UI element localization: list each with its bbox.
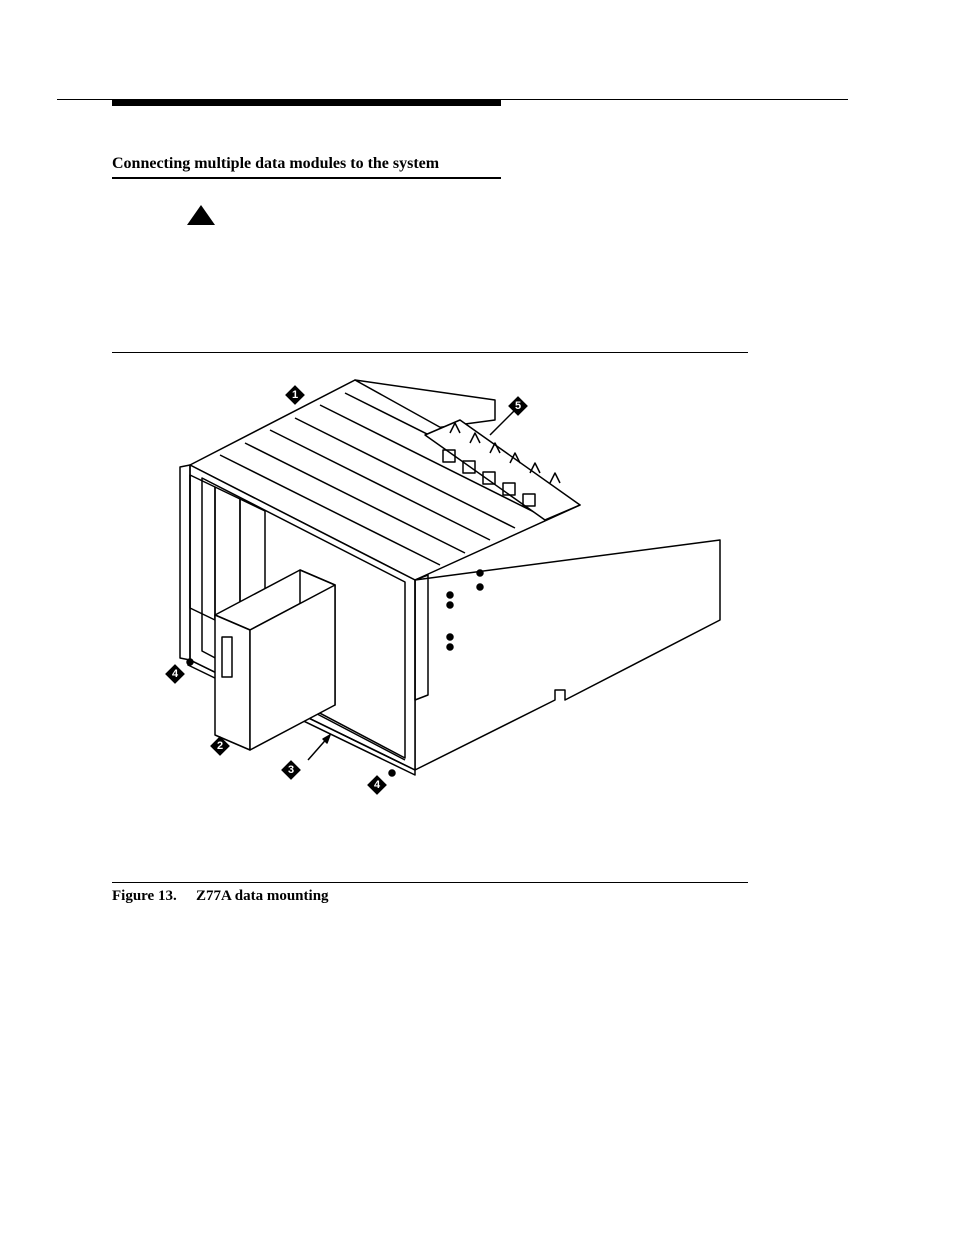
header-rule-thick bbox=[112, 99, 501, 106]
figure-bottom-rule bbox=[112, 882, 748, 883]
callout-5: 5 bbox=[508, 396, 528, 416]
callout-3: 3 bbox=[281, 760, 301, 780]
section-heading: Connecting multiple data modules to the system bbox=[112, 154, 501, 179]
figure-title: Z77A data mounting bbox=[196, 888, 329, 904]
figure-caption bbox=[112, 888, 329, 905]
callout-1: 1 bbox=[285, 385, 305, 405]
callout-4-right: 4 bbox=[367, 775, 387, 795]
warning-triangle-icon bbox=[186, 204, 216, 226]
figure-top-rule bbox=[112, 352, 748, 353]
callout-2: 2 bbox=[210, 736, 230, 756]
z77a-carrier-illustration bbox=[160, 375, 730, 805]
figure-number: Figure 13. bbox=[112, 888, 177, 904]
callout-4-left: 4 bbox=[165, 664, 185, 684]
